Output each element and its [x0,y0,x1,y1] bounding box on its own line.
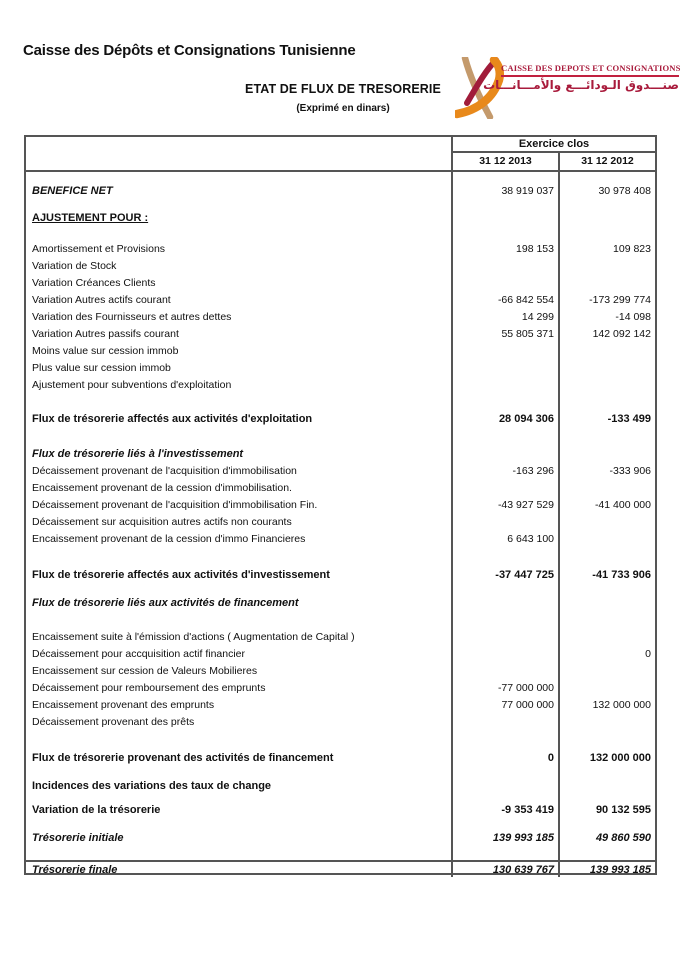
table-row [26,274,655,291]
row-value-2012 [558,445,655,462]
row-value-2013 [451,713,558,730]
row-value-2013 [451,662,558,679]
row-value-2013: 139 993 185 [451,829,558,846]
row-value-2013 [451,172,558,182]
row-label: Flux de trésorerie affectés aux activités d'exploitation [32,412,313,425]
row-label: Décaissement pour remboursement des emprunts [32,681,266,694]
spacer-row [26,846,655,860]
row-value-2013 [451,393,558,410]
row-value-2012 [558,713,655,730]
row-value-2013 [451,547,558,566]
row-value-2013 [451,645,558,662]
row-label: Encaissement sur cession de Valeurs Mobilieres [32,664,258,677]
table-row [26,829,655,846]
row-value-2012 [558,209,655,226]
row-value-2013: 77 000 000 [451,696,558,713]
row-value-2012: 139 993 185 [558,862,655,877]
spacer-row [26,172,655,182]
row-value-2013: -77 000 000 [451,679,558,696]
row-label [26,730,451,749]
row-value-2013 [451,445,558,462]
row-value-2013: 14 299 [451,308,558,325]
row-value-2013 [451,257,558,274]
company-name: Caisse des Dépôts et Consignations Tunisienne [23,42,356,59]
table-row [26,777,655,794]
row-value-2012: 109 823 [558,240,655,257]
row-value-2013: 198 153 [451,240,558,257]
row-value-2012: 30 978 408 [558,182,655,199]
row-value-2013 [451,818,558,829]
table-row [26,696,655,713]
row-value-2012: 142 092 142 [558,325,655,342]
row-value-2012 [558,427,655,445]
row-label: Flux de trésorerie liés aux activités de financement [32,596,299,609]
logo-name-arabic: صنـــدوق الـودائـــع والأمـــانـــات [483,78,679,92]
cashflow-table [24,135,657,875]
table-row [26,679,655,696]
row-value-2012 [558,274,655,291]
table-row [26,479,655,496]
row-value-2012 [558,257,655,274]
row-label: Flux de trésorerie provenant des activités de financement [32,751,334,764]
row-value-2013: -9 353 419 [451,801,558,818]
spacer-row [26,199,655,209]
row-value-2013: -43 927 529 [451,496,558,513]
spacer-row [26,226,655,240]
spacer-row [26,393,655,410]
row-value-2012 [558,376,655,393]
row-value-2012: -41 733 906 [558,566,655,583]
row-value-2013 [451,766,558,777]
row-value-2013 [451,427,558,445]
row-value-2013 [451,846,558,860]
row-value-2012: -133 499 [558,410,655,427]
row-label: Encaissement provenant de la cession d'immo Financieres [32,532,306,545]
row-label [26,199,451,209]
row-value-2012 [558,818,655,829]
row-label: Flux de trésorerie liés à l'investissement [32,447,244,460]
row-label: Décaissement provenant des prêts [32,715,195,728]
row-label [26,427,451,445]
table-row [26,530,655,547]
row-label: Moins value sur cession immob [32,344,179,357]
row-label [26,846,451,860]
row-value-2012: -14 098 [558,308,655,325]
header-dates [453,153,655,170]
row-value-2013: -37 447 725 [451,566,558,583]
spacer-row [26,547,655,566]
row-value-2012 [558,393,655,410]
row-value-2012: 0 [558,645,655,662]
row-value-2013: 130 639 767 [451,862,558,877]
row-value-2012 [558,679,655,696]
row-value-2012 [558,199,655,209]
row-label [26,547,451,566]
row-label: Ajustement pour subventions d'exploitation [32,378,232,391]
row-value-2012: -173 299 774 [558,291,655,308]
row-value-2012 [558,777,655,794]
table-row [26,359,655,376]
row-label: Variation Autres passifs courant [32,327,179,340]
row-label [26,766,451,777]
spacer-row [26,427,655,445]
table-row [26,182,655,199]
row-label: Décaissement provenant de l'acquisition d'immobilisation Fin. [32,498,318,511]
row-value-2013: 6 643 100 [451,530,558,547]
row-value-2013 [451,376,558,393]
table-row [26,645,655,662]
table-row [26,628,655,645]
row-label: BENEFICE NET [32,184,113,197]
table-row [26,410,655,427]
table-row [26,749,655,766]
logo [453,45,681,121]
table-row [26,496,655,513]
header-date-2013: 31 12 2013 [453,153,560,170]
row-label [26,794,451,801]
table-row [26,662,655,679]
row-label: AJUSTEMENT POUR : [32,211,149,224]
row-label [26,611,451,628]
row-label [26,393,451,410]
row-label: Décaissement sur acquisition autres actifs non courants [32,515,292,528]
spacer-row [26,766,655,777]
row-label: Encaissement suite à l'émission d'actions ( Augmentation de Capital ) [32,630,355,643]
table-header [26,137,655,172]
row-value-2012: -41 400 000 [558,496,655,513]
row-value-2013 [451,226,558,240]
row-label: Décaissement provenant de l'acquisition d'immobilisation [32,464,297,477]
row-value-2013 [451,359,558,376]
row-label [26,583,451,594]
row-value-2012: -333 906 [558,462,655,479]
row-label [26,226,451,240]
row-value-2013: 38 919 037 [451,182,558,199]
header-exercice-clos: Exercice clos [453,137,655,153]
row-label: Variation de la trésorerie [32,803,161,816]
row-label: Incidences des variations des taux de change [32,779,272,792]
table-row [26,240,655,257]
row-value-2013: 28 094 306 [451,410,558,427]
row-value-2013 [451,479,558,496]
row-value-2012 [558,794,655,801]
row-value-2012: 90 132 595 [558,801,655,818]
row-label: Variation de Stock [32,259,117,272]
row-value-2013 [451,583,558,594]
spacer-row [26,794,655,801]
row-label: Flux de trésorerie affectés aux activités d'investissement [32,568,330,581]
row-label [26,172,451,182]
header-date-2012: 31 12 2012 [581,155,634,167]
table-body [26,172,655,877]
row-label: Décaissement pour accquisition actif financier [32,647,246,660]
row-value-2012 [558,359,655,376]
row-value-2012 [558,513,655,530]
row-value-2012 [558,479,655,496]
header-values [451,137,655,170]
row-label: Trésorerie finale [32,863,118,876]
row-value-2012: 49 860 590 [558,829,655,846]
row-value-2012 [558,226,655,240]
row-label: Plus value sur cession immob [32,361,171,374]
row-value-2012 [558,611,655,628]
row-label: Trésorerie initiale [32,831,124,844]
row-value-2012 [558,172,655,182]
row-label: Encaissement provenant des emprunts [32,698,215,711]
row-value-2013 [451,777,558,794]
table-row [26,801,655,818]
spacer-row [26,611,655,628]
row-value-2012 [558,730,655,749]
row-value-2013 [451,274,558,291]
table-row [26,860,655,877]
table-row [26,257,655,274]
table-row [26,594,655,611]
table-row [26,325,655,342]
row-value-2013: -163 296 [451,462,558,479]
row-label: Variation des Fournisseurs et autres dettes [32,310,232,323]
spacer-row [26,730,655,749]
row-value-2012 [558,594,655,611]
row-label: Variation Créances Clients [32,276,156,289]
row-value-2013 [451,209,558,226]
table-row [26,462,655,479]
row-value-2013 [451,611,558,628]
row-value-2012: 132 000 000 [558,696,655,713]
row-value-2013: -66 842 554 [451,291,558,308]
row-label [26,818,451,829]
row-value-2013 [451,199,558,209]
doc-title: ETAT DE FLUX DE TRESORERIE [245,82,441,96]
row-value-2012 [558,628,655,645]
row-value-2013 [451,730,558,749]
table-row [26,513,655,530]
row-label: Encaissement provenant de la cession d'immobilisation. [32,481,292,494]
doc-subtitle: (Exprimé en dinars) [296,103,390,114]
table-row [26,713,655,730]
row-value-2012 [558,662,655,679]
table-row [26,376,655,393]
row-label: Amortissement et Provisions [32,242,166,255]
row-value-2012: 132 000 000 [558,749,655,766]
spacer-row [26,583,655,594]
row-value-2013 [451,342,558,359]
row-value-2013 [451,513,558,530]
table-row [26,566,655,583]
row-value-2012 [558,342,655,359]
row-value-2013 [451,594,558,611]
row-value-2012 [558,766,655,777]
table-row [26,445,655,462]
row-value-2013 [451,628,558,645]
table-row [26,291,655,308]
row-value-2012 [558,846,655,860]
spacer-row [26,818,655,829]
row-value-2013 [451,794,558,801]
table-row [26,308,655,325]
table-row [26,342,655,359]
row-value-2012 [558,583,655,594]
row-value-2012 [558,530,655,547]
row-value-2013: 0 [451,749,558,766]
logo-text [483,63,681,92]
header-label-spacer [26,137,451,170]
row-value-2013: 55 805 371 [451,325,558,342]
row-value-2012 [558,547,655,566]
row-label: Variation Autres actifs courant [32,293,171,306]
table-row [26,209,655,226]
logo-name-latin: CAISSE DES DEPOTS ET CONSIGNATIONS [501,63,679,77]
